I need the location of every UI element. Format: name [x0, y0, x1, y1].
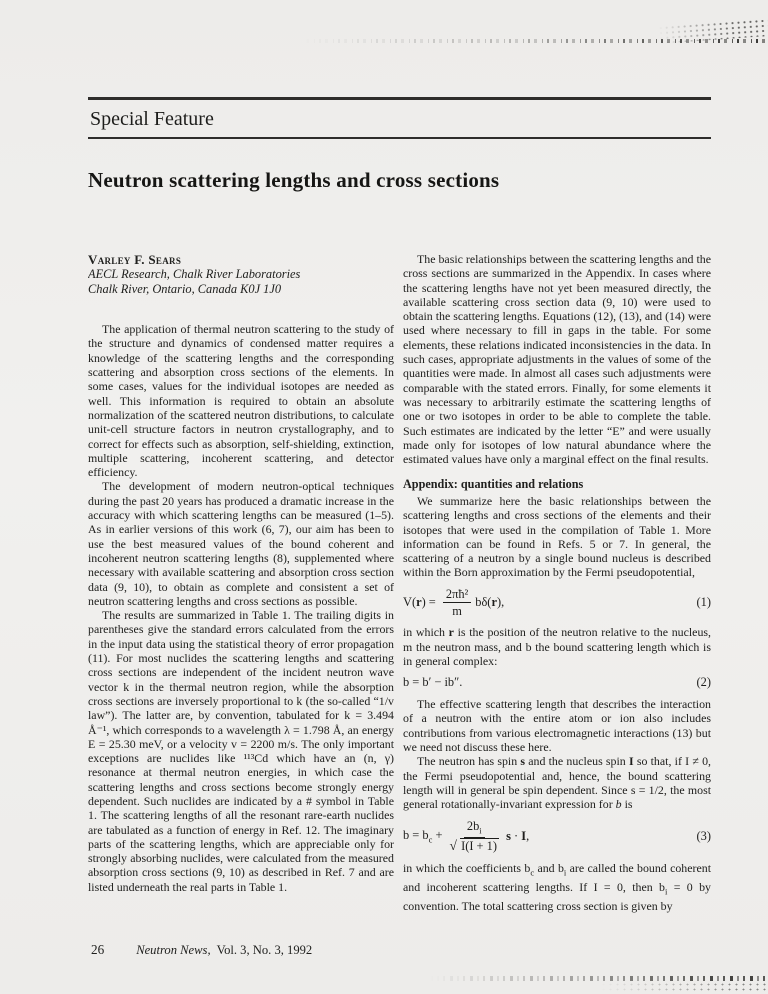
equation-2-number: (2) [696, 675, 711, 690]
equation-2 [403, 675, 711, 690]
equation-1-lhs: V(r) = [403, 595, 439, 609]
paragraph-results: The results are summarized in Table 1. The trailing digits in parentheses give the standard errors calculated from the errors in the input data using the statistical theory of error propagation (11). For most nuclides the scattering lengths and scattering cross sections are independent of the incident neutron wave vector k in the thermal neutron region, while the absorption cross sections are inversely proportional to k (the so-called “1/v law”). The latter are, by convention, tabulated for k = 3.494 Å⁻¹, which corresponds to a wavelength λ = 1.798 Å, an energy E = 25.30 meV, or a velocity v = 2200 m/s. The only important exceptions are nuclides like ¹¹³Cd which have an (n, γ) resonance at thermal neutron energies, in which case the scattering lengths and cross sections become strongly energy dependent. Such nuclides are indicated by a # symbol in Table 1. The scattering lengths of all the resonant rare-earth nuclides are tabulated as a function of energy in Ref. 12. The imaginary parts of the scattering lengths, which are appreciable only for strongly absorbing nuclides, were calculated from the measured absorption cross sections (9, 10) as described in Ref. 7 and are listed underneath the real parts in Table 1. [88, 608, 394, 894]
paragraph-after-eq3: in which the coefficients $b_c$ and $b_i$ are called the bound coherent and incoherent scattering lengths. If I = 0, then $b_i = 0$ by convention. The total scattering cross section is given by [403, 861, 711, 913]
section-label: Special Feature [90, 107, 214, 130]
equation-3-lhs: $b = b_c$ + [403, 828, 446, 845]
paragraph-neutron-spin: The neutron has spin s and the nucleus spin I so that, if I ≠ 0, the Fermi pseudopotential and, hence, the bound scattering length will in general be spin dependent. Since s = 1/2, the most general rotationally-invariant expression for b is [403, 754, 711, 812]
fraction-denominator [450, 838, 499, 855]
author-name: Varley F. Sears [88, 252, 182, 267]
equation-1-body [403, 587, 504, 619]
scan-noise-bottom-corner [600, 982, 768, 992]
author-affiliation-line1: AECL Research, Chalk River Laboratories [88, 267, 301, 281]
equation-1-rhs: bδ(r), [475, 595, 505, 609]
fraction [443, 587, 471, 619]
paragraph-application: The application of thermal neutron scattering to the study of the structure and dynamics of condensed matter requires a knowledge of the scattering lengths and the corresponding scattering and absorption cross sections of the elements. In some cases, values for the individual isotopes are needed as well. This information is required to obtain an absolute normalization of the scattered neutron distributions, to calculate unit-cell structure factors in neutron crystallography, and to correct for effects such as absorption, self-shielding, extinction, multiple scattering, incoherent scattering, and detector efficiency. [88, 322, 394, 480]
paragraph-appendix-intro: We summarize here the basic relationships between the scattering lengths and cross sections of the elements and their isotopes that were used in the compilation of Table 1. More information can be found in Refs. 5 or 7. In general, the scattering of a neutron by a single bound nucleus is described within the Born approximation by the Fermi pseudopotential, [403, 493, 711, 580]
article-title: Neutron scattering lengths and cross sections [88, 168, 500, 192]
equation-3 [403, 819, 711, 855]
equation-1 [403, 587, 711, 619]
fraction [450, 819, 499, 855]
square-root-symbol: √ [449, 837, 457, 853]
issue-info: Vol. 3, No. 3, 1992 [216, 943, 313, 957]
journal-name: Neutron News, [136, 943, 211, 957]
paragraph-after-eq1: in which r is the position of the neutron relative to the nucleus, m the neutron mass, and b the bound scattering length which is in general complex: [403, 625, 711, 668]
page-footer [88, 942, 711, 958]
fraction-denominator: m [452, 604, 462, 618]
equation-1-number: (1) [696, 595, 711, 609]
page-header [88, 0, 711, 194]
author-block [88, 252, 394, 296]
author-affiliation-line2: Chalk River, Ontario, Canada K0J 1J0 [88, 281, 282, 296]
two-column-body [88, 252, 711, 942]
equation-3-number: (3) [696, 828, 711, 843]
left-column [88, 252, 394, 942]
right-column [403, 252, 711, 942]
radicand: I(I + 1) [461, 838, 497, 853]
equation-2-body: b = b′ − ib″. [403, 675, 463, 690]
paragraph-development: The development of modern neutron-optical techniques during the past 20 years has produced a dramatic increase in the accuracy with which scattering lengths can be measured (1–5). As in earlier versions of this work (6, 7), our aim has been to use the best measured values of the bound coherent and incoherent neutron scattering lengths (8), supplemented where necessary with available scattering and absorption cross section data (9, 10), to obtain as complete and consistent a set of neutron scattering lengths and cross sections as possible. [88, 479, 394, 608]
page-content [88, 0, 711, 958]
equation-3-rhs: s · I, [506, 828, 530, 843]
fraction-numerator: $2b_i$ [464, 819, 485, 838]
paragraph-basic-relationships: The basic relationships between the scattering lengths and the cross sections are summarized in the Appendix. In cases where the scattering lengths have not yet been measured directly, the available scattering cross section data (9, 10) were used to obtain the scattering lengths. Equations (12), (13), and (14) were used where necessary to fill in gaps in the table. For some elements, these relations indicated inconsistencies in the data. In such cases, appropriate adjustments in the values of some of the quantities were made. In almost all cases such adjustments were comparable with the stated errors. Finally, for some elements it was necessary to arbitrarily estimate the scattering lengths of one or two isotopes in order to be able to complete the table. Such estimates are indicated by the letter “E” and were usually made only for isotopes of low natural abundance where the estimated values have only a marginal effect on the final results. [403, 252, 711, 467]
appendix-heading: Appendix: quantities and relations [403, 477, 584, 492]
fraction-numerator: 2πħ² [443, 587, 471, 603]
equation-3-body [403, 819, 529, 855]
scan-noise-bottom [430, 976, 768, 981]
page-number: 26 [91, 942, 105, 957]
paragraph-effective-length: The effective scattering length that describes the interaction of a neutron with the entire atom or ion also includes contributions from various electromagnetic interactions (13) but we need not discuss these here. [403, 697, 711, 755]
header-rule-bottom [88, 137, 711, 140]
